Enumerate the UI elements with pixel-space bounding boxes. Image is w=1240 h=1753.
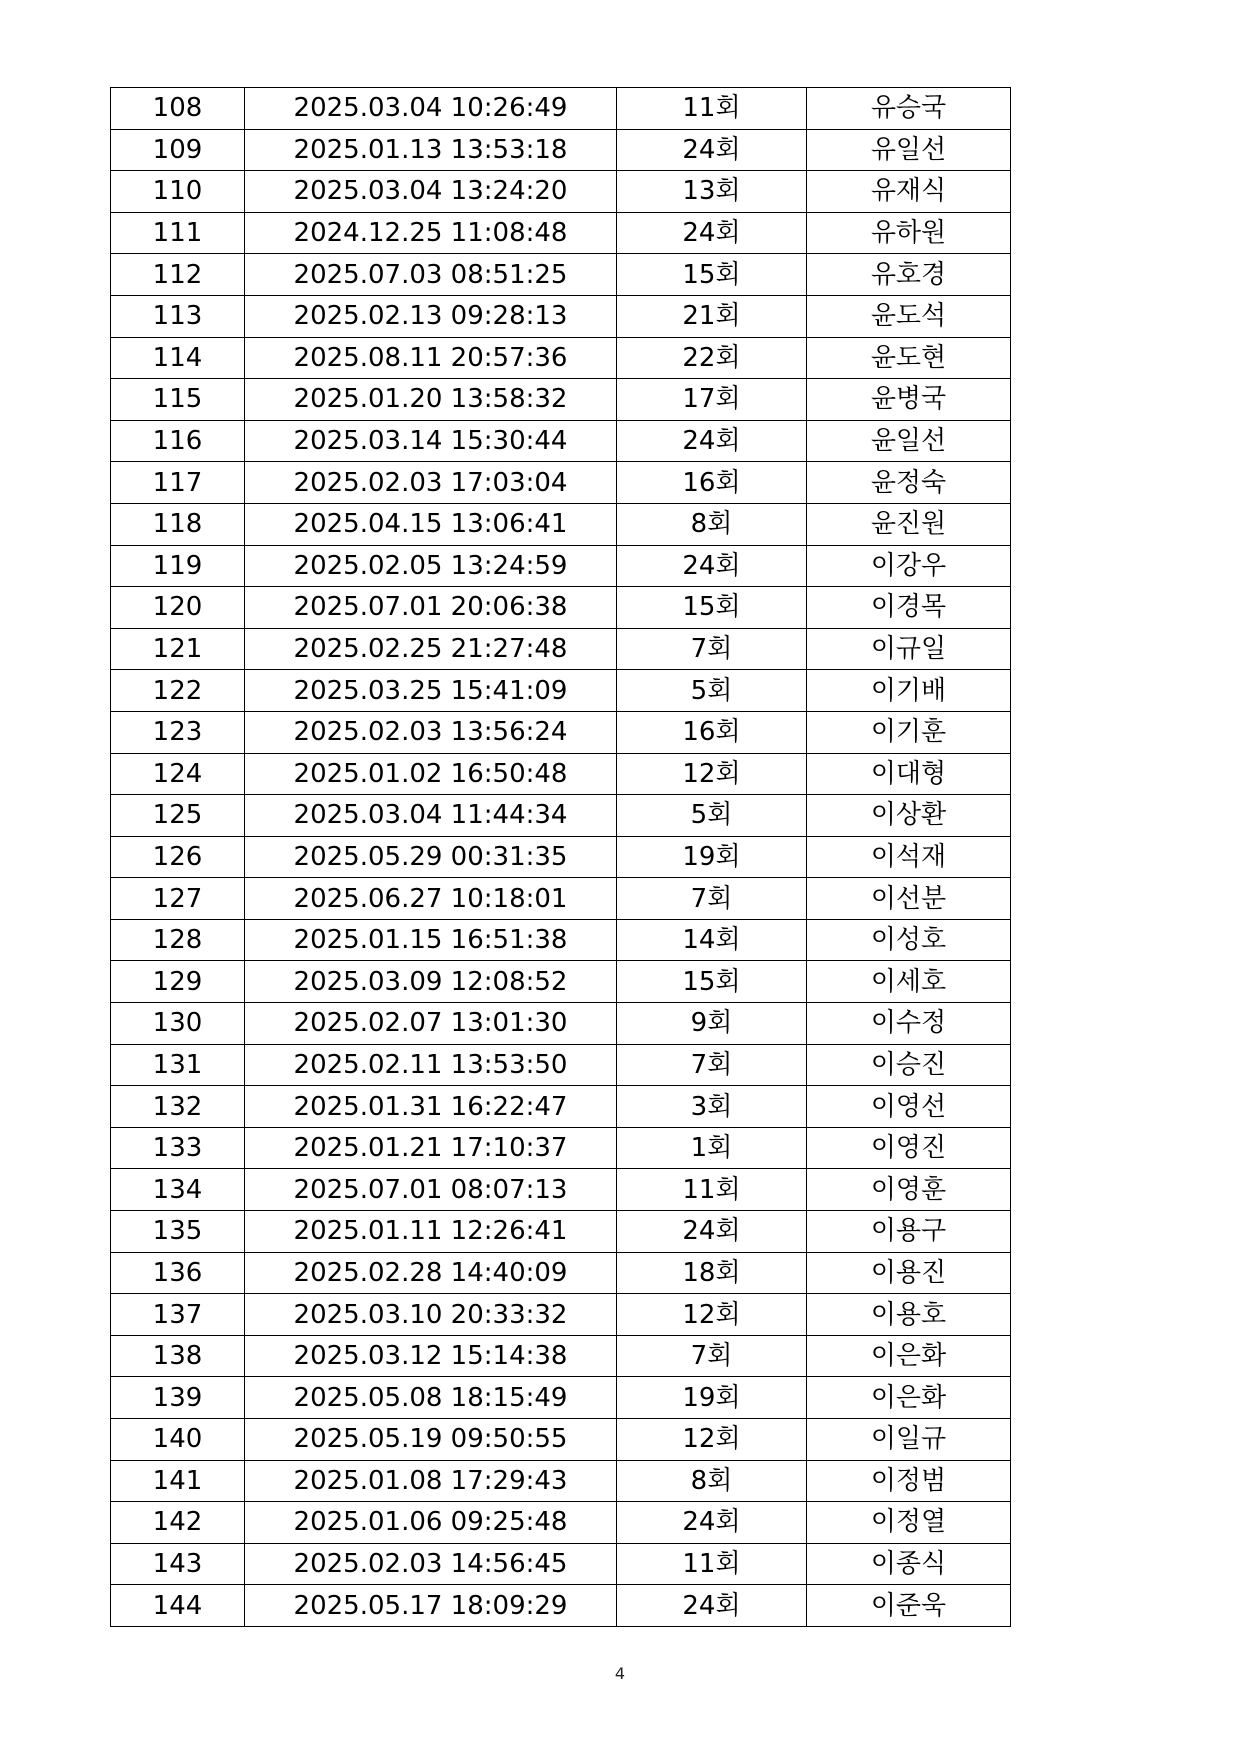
datetime-cell: 2025.03.14 15:30:44 <box>245 420 617 462</box>
table-row <box>111 379 1011 421</box>
row-number-cell: 139 <box>111 1377 245 1419</box>
table-row <box>111 1044 1011 1086</box>
count-cell: 8회 <box>617 503 807 545</box>
row-number-cell: 130 <box>111 1003 245 1045</box>
datetime-cell: 2025.02.13 09:28:13 <box>245 295 617 337</box>
table-row <box>111 1003 1011 1045</box>
count-cell: 24회 <box>617 420 807 462</box>
count-cell: 12회 <box>617 1419 807 1461</box>
name-cell: 이영선 <box>807 1086 1011 1128</box>
datetime-cell: 2025.01.08 17:29:43 <box>245 1460 617 1502</box>
name-cell: 이용호 <box>807 1294 1011 1336</box>
table-row <box>111 129 1011 171</box>
name-cell: 이일규 <box>807 1419 1011 1461</box>
table-row <box>111 1335 1011 1377</box>
datetime-cell: 2025.03.25 15:41:09 <box>245 670 617 712</box>
count-cell: 11회 <box>617 1543 807 1585</box>
count-cell: 1회 <box>617 1127 807 1169</box>
table-row <box>111 171 1011 213</box>
row-number-cell: 120 <box>111 587 245 629</box>
datetime-cell: 2025.05.17 18:09:29 <box>245 1585 617 1627</box>
table-row <box>111 1294 1011 1336</box>
row-number-cell: 110 <box>111 171 245 213</box>
records-table-body <box>111 88 1011 1627</box>
datetime-cell: 2025.02.03 17:03:04 <box>245 462 617 504</box>
name-cell: 유호경 <box>807 254 1011 296</box>
row-number-cell: 114 <box>111 337 245 379</box>
name-cell: 이대형 <box>807 753 1011 795</box>
row-number-cell: 137 <box>111 1294 245 1336</box>
table-row <box>111 587 1011 629</box>
count-cell: 7회 <box>617 1044 807 1086</box>
datetime-cell: 2025.02.11 13:53:50 <box>245 1044 617 1086</box>
table-row <box>111 628 1011 670</box>
datetime-cell: 2025.02.07 13:01:30 <box>245 1003 617 1045</box>
row-number-cell: 124 <box>111 753 245 795</box>
name-cell: 윤병국 <box>807 379 1011 421</box>
datetime-cell: 2025.02.03 14:56:45 <box>245 1543 617 1585</box>
row-number-cell: 111 <box>111 212 245 254</box>
datetime-cell: 2025.05.29 00:31:35 <box>245 836 617 878</box>
name-cell: 이승진 <box>807 1044 1011 1086</box>
name-cell: 유재식 <box>807 171 1011 213</box>
datetime-cell: 2025.02.25 21:27:48 <box>245 628 617 670</box>
count-cell: 7회 <box>617 1335 807 1377</box>
table-row <box>111 1460 1011 1502</box>
row-number-cell: 113 <box>111 295 245 337</box>
name-cell: 이경목 <box>807 587 1011 629</box>
row-number-cell: 128 <box>111 919 245 961</box>
row-number-cell: 117 <box>111 462 245 504</box>
row-number-cell: 126 <box>111 836 245 878</box>
name-cell: 이규일 <box>807 628 1011 670</box>
datetime-cell: 2025.07.03 08:51:25 <box>245 254 617 296</box>
table-row <box>111 1585 1011 1627</box>
count-cell: 13회 <box>617 171 807 213</box>
name-cell: 이영진 <box>807 1127 1011 1169</box>
table-row <box>111 711 1011 753</box>
row-number-cell: 122 <box>111 670 245 712</box>
table-row <box>111 1169 1011 1211</box>
count-cell: 19회 <box>617 1377 807 1419</box>
datetime-cell: 2025.01.06 09:25:48 <box>245 1502 617 1544</box>
count-cell: 5회 <box>617 670 807 712</box>
count-cell: 18회 <box>617 1252 807 1294</box>
name-cell: 이기훈 <box>807 711 1011 753</box>
table-row <box>111 836 1011 878</box>
count-cell: 15회 <box>617 961 807 1003</box>
count-cell: 17회 <box>617 379 807 421</box>
count-cell: 24회 <box>617 1585 807 1627</box>
name-cell: 이용진 <box>807 1252 1011 1294</box>
datetime-cell: 2025.01.02 16:50:48 <box>245 753 617 795</box>
table-row <box>111 1252 1011 1294</box>
count-cell: 7회 <box>617 878 807 920</box>
row-number-cell: 119 <box>111 545 245 587</box>
name-cell: 이준욱 <box>807 1585 1011 1627</box>
table-row <box>111 295 1011 337</box>
count-cell: 24회 <box>617 129 807 171</box>
datetime-cell: 2025.03.04 13:24:20 <box>245 171 617 213</box>
count-cell: 12회 <box>617 1294 807 1336</box>
table-row <box>111 1419 1011 1461</box>
table-row <box>111 462 1011 504</box>
name-cell: 이정열 <box>807 1502 1011 1544</box>
name-cell: 이종식 <box>807 1543 1011 1585</box>
count-cell: 12회 <box>617 753 807 795</box>
name-cell: 이은화 <box>807 1377 1011 1419</box>
table-row <box>111 753 1011 795</box>
name-cell: 윤정숙 <box>807 462 1011 504</box>
count-cell: 24회 <box>617 545 807 587</box>
datetime-cell: 2025.01.15 16:51:38 <box>245 919 617 961</box>
table-row <box>111 254 1011 296</box>
name-cell: 이성호 <box>807 919 1011 961</box>
name-cell: 이상환 <box>807 795 1011 837</box>
row-number-cell: 123 <box>111 711 245 753</box>
row-number-cell: 121 <box>111 628 245 670</box>
datetime-cell: 2025.03.10 20:33:32 <box>245 1294 617 1336</box>
row-number-cell: 125 <box>111 795 245 837</box>
row-number-cell: 141 <box>111 1460 245 1502</box>
datetime-cell: 2025.05.19 09:50:55 <box>245 1419 617 1461</box>
datetime-cell: 2025.03.12 15:14:38 <box>245 1335 617 1377</box>
count-cell: 9회 <box>617 1003 807 1045</box>
name-cell: 이영훈 <box>807 1169 1011 1211</box>
row-number-cell: 133 <box>111 1127 245 1169</box>
name-cell: 윤도석 <box>807 295 1011 337</box>
table-row <box>111 1502 1011 1544</box>
count-cell: 16회 <box>617 462 807 504</box>
datetime-cell: 2025.02.05 13:24:59 <box>245 545 617 587</box>
row-number-cell: 138 <box>111 1335 245 1377</box>
name-cell: 윤일선 <box>807 420 1011 462</box>
datetime-cell: 2025.02.28 14:40:09 <box>245 1252 617 1294</box>
count-cell: 16회 <box>617 711 807 753</box>
datetime-cell: 2025.01.13 13:53:18 <box>245 129 617 171</box>
count-cell: 3회 <box>617 1086 807 1128</box>
name-cell: 윤도현 <box>807 337 1011 379</box>
name-cell: 이선분 <box>807 878 1011 920</box>
table-row <box>111 961 1011 1003</box>
name-cell: 윤진원 <box>807 503 1011 545</box>
count-cell: 5회 <box>617 795 807 837</box>
name-cell: 이기배 <box>807 670 1011 712</box>
row-number-cell: 118 <box>111 503 245 545</box>
records-table <box>110 87 1011 1627</box>
count-cell: 11회 <box>617 1169 807 1211</box>
table-row <box>111 88 1011 130</box>
table-row <box>111 503 1011 545</box>
count-cell: 11회 <box>617 88 807 130</box>
datetime-cell: 2025.03.04 11:44:34 <box>245 795 617 837</box>
table-row <box>111 919 1011 961</box>
row-number-cell: 140 <box>111 1419 245 1461</box>
datetime-cell: 2025.01.11 12:26:41 <box>245 1211 617 1253</box>
table-row <box>111 545 1011 587</box>
table-row <box>111 1377 1011 1419</box>
datetime-cell: 2025.08.11 20:57:36 <box>245 337 617 379</box>
datetime-cell: 2025.05.08 18:15:49 <box>245 1377 617 1419</box>
count-cell: 7회 <box>617 628 807 670</box>
row-number-cell: 115 <box>111 379 245 421</box>
row-number-cell: 112 <box>111 254 245 296</box>
row-number-cell: 129 <box>111 961 245 1003</box>
name-cell: 이은화 <box>807 1335 1011 1377</box>
name-cell: 이강우 <box>807 545 1011 587</box>
name-cell: 유일선 <box>807 129 1011 171</box>
count-cell: 15회 <box>617 254 807 296</box>
table-row <box>111 420 1011 462</box>
row-number-cell: 135 <box>111 1211 245 1253</box>
row-number-cell: 134 <box>111 1169 245 1211</box>
datetime-cell: 2024.12.25 11:08:48 <box>245 212 617 254</box>
datetime-cell: 2025.01.31 16:22:47 <box>245 1086 617 1128</box>
row-number-cell: 108 <box>111 88 245 130</box>
count-cell: 14회 <box>617 919 807 961</box>
table-row <box>111 1127 1011 1169</box>
count-cell: 21회 <box>617 295 807 337</box>
count-cell: 24회 <box>617 1211 807 1253</box>
table-row <box>111 878 1011 920</box>
page-number: 4 <box>614 1664 626 1683</box>
row-number-cell: 142 <box>111 1502 245 1544</box>
table-row <box>111 1086 1011 1128</box>
count-cell: 19회 <box>617 836 807 878</box>
datetime-cell: 2025.03.09 12:08:52 <box>245 961 617 1003</box>
name-cell: 유승국 <box>807 88 1011 130</box>
row-number-cell: 127 <box>111 878 245 920</box>
datetime-cell: 2025.01.20 13:58:32 <box>245 379 617 421</box>
table-row <box>111 670 1011 712</box>
datetime-cell: 2025.02.03 13:56:24 <box>245 711 617 753</box>
name-cell: 이수정 <box>807 1003 1011 1045</box>
table-row <box>111 337 1011 379</box>
count-cell: 24회 <box>617 1502 807 1544</box>
datetime-cell: 2025.06.27 10:18:01 <box>245 878 617 920</box>
datetime-cell: 2025.07.01 08:07:13 <box>245 1169 617 1211</box>
datetime-cell: 2025.04.15 13:06:41 <box>245 503 617 545</box>
table-row <box>111 795 1011 837</box>
row-number-cell: 109 <box>111 129 245 171</box>
datetime-cell: 2025.03.04 10:26:49 <box>245 88 617 130</box>
row-number-cell: 143 <box>111 1543 245 1585</box>
table-row <box>111 1211 1011 1253</box>
count-cell: 8회 <box>617 1460 807 1502</box>
name-cell: 이용구 <box>807 1211 1011 1253</box>
count-cell: 24회 <box>617 212 807 254</box>
row-number-cell: 131 <box>111 1044 245 1086</box>
row-number-cell: 144 <box>111 1585 245 1627</box>
count-cell: 15회 <box>617 587 807 629</box>
name-cell: 이정범 <box>807 1460 1011 1502</box>
row-number-cell: 136 <box>111 1252 245 1294</box>
table-row <box>111 1543 1011 1585</box>
count-cell: 22회 <box>617 337 807 379</box>
row-number-cell: 116 <box>111 420 245 462</box>
name-cell: 이세호 <box>807 961 1011 1003</box>
datetime-cell: 2025.01.21 17:10:37 <box>245 1127 617 1169</box>
name-cell: 이석재 <box>807 836 1011 878</box>
table-row <box>111 212 1011 254</box>
datetime-cell: 2025.07.01 20:06:38 <box>245 587 617 629</box>
row-number-cell: 132 <box>111 1086 245 1128</box>
name-cell: 유하원 <box>807 212 1011 254</box>
